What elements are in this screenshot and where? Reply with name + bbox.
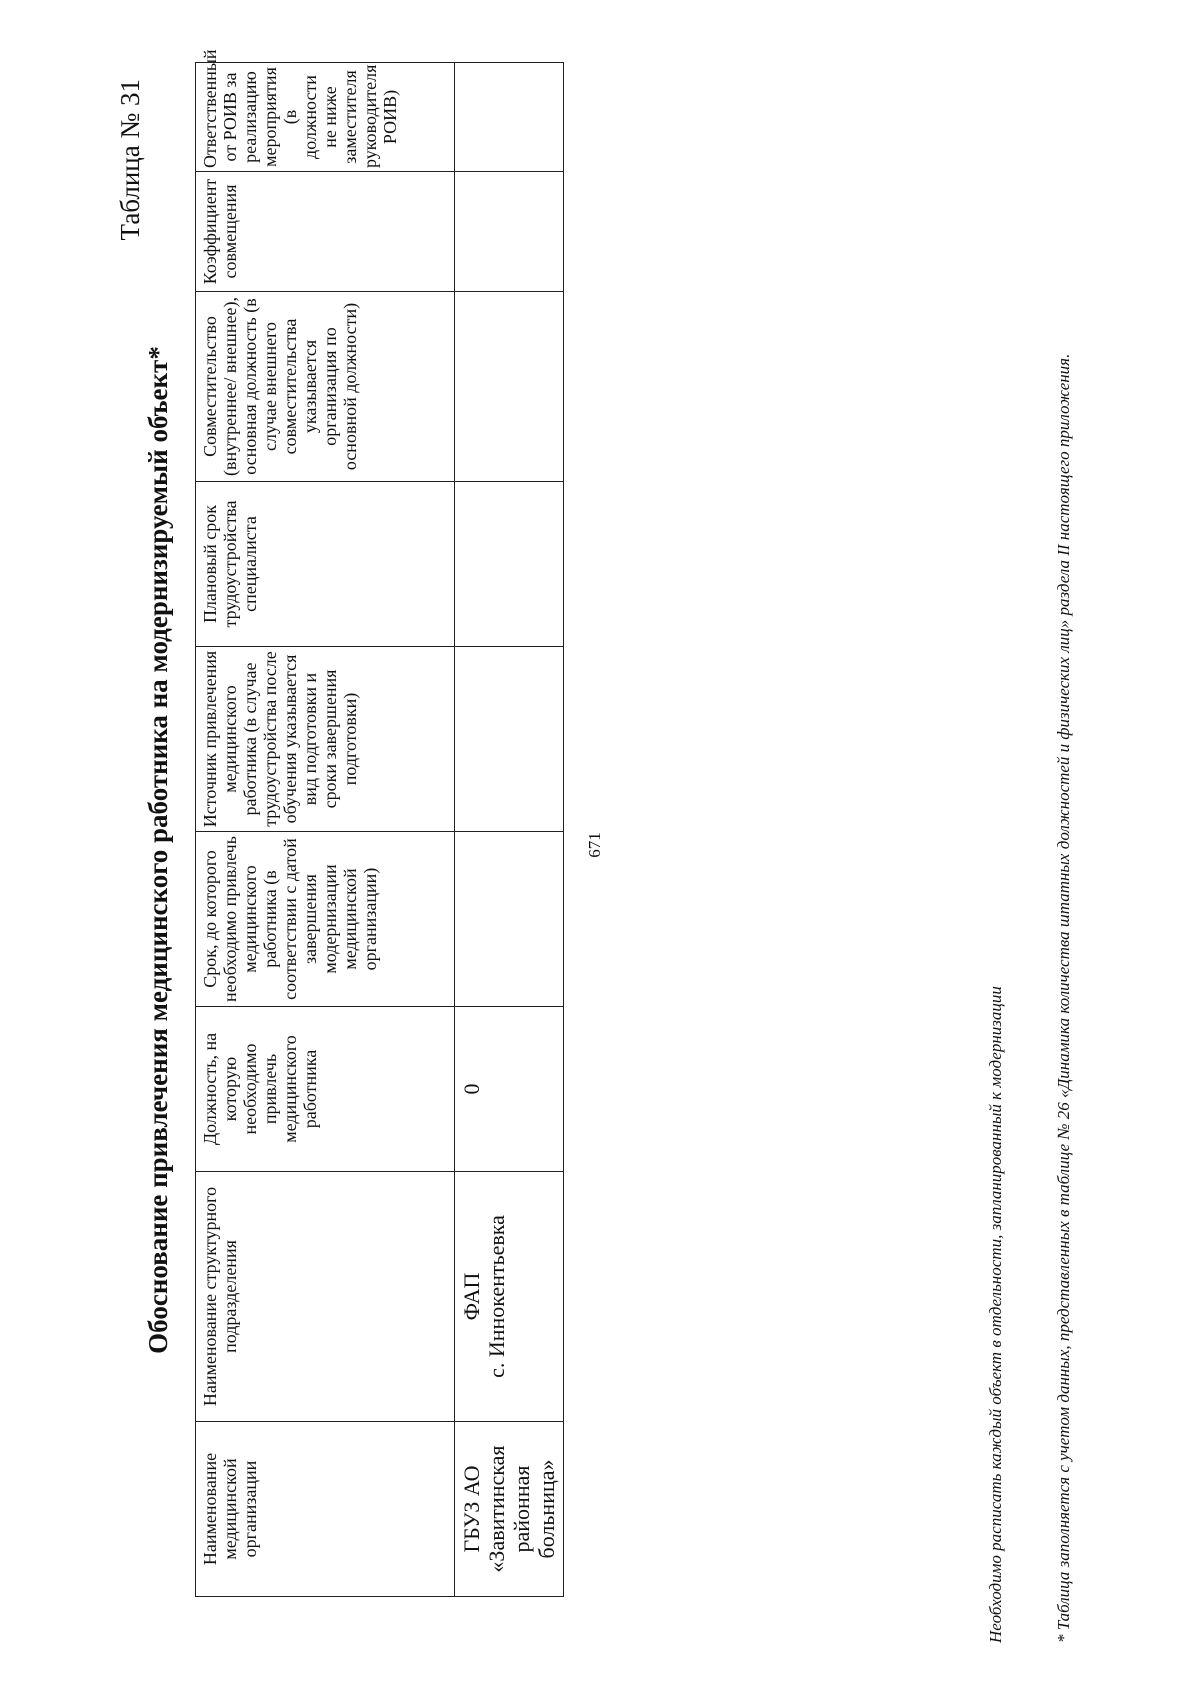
header-subdivision: Наименование структурного подразделения (196, 1172, 455, 1422)
header-combination: Совместительство (внутреннее/ внешнее), основная должность (в случае внешнего совместительства указывается организация по основной должности) (196, 292, 455, 482)
page-number: 671 (585, 832, 604, 858)
document-title: Обоснование привлечения медицинского работника на модернизируемый объект* (143, 346, 173, 1354)
cell-subdivision-location: с. Иннокентьевка (484, 1215, 509, 1378)
cell-position: 0 (455, 1007, 564, 1172)
header-position: Должность, на которую необходимо привлечь медицинского работника (196, 1007, 455, 1172)
table-number-label: Таблица № 31 (115, 79, 145, 241)
cell-coefficient (455, 172, 564, 292)
cell-responsible (455, 63, 564, 172)
footnotes (983, 63, 1077, 1643)
rotated-page-content (115, 5, 1165, 1695)
header-responsible: Ответственный от РОИВ за реализацию мероприятия (в должности не ниже заместителя руководителя РОИВ) (196, 63, 455, 172)
footnote-asterisk: * Таблица заполняется с учетом данных, представленных в таблице № 26 «Динамика количества штатных должностей и физических лиц» раздела II настоящего приложения. (1054, 353, 1073, 1643)
header-source: Источник привлечения медицинского работника (в случае трудоустройства после обучения указывается вид подготовки и сроки завершения подготовки) (196, 647, 455, 832)
footnote-note: Необходимо расписать каждый объект в отдельности, запланированный к модернизации (986, 986, 1005, 1643)
table-row (455, 63, 564, 1597)
header-org-name: Наименование медицинской организации (196, 1422, 455, 1597)
cell-org-name: ГБУЗ АО «Завитинская районная больница» (455, 1422, 564, 1597)
staffing-justification-table (195, 49, 564, 1597)
cell-subdivision (455, 1172, 564, 1422)
header-coefficient: Коэффициент совмещения (196, 172, 455, 292)
cell-deadline (455, 832, 564, 1007)
cell-planned-date (455, 482, 564, 647)
cell-source (455, 647, 564, 832)
cell-combination (455, 292, 564, 482)
table-header-row (196, 63, 455, 1597)
header-deadline: Срок, до которого необходимо привлечь медицинского работника (в соответствии с датой завершения модернизации медицинской организации) (196, 832, 455, 1007)
header-planned-date: Плановый срок трудоустройства специалиста (196, 482, 455, 647)
cell-subdivision-type: ФАП (459, 1272, 484, 1321)
